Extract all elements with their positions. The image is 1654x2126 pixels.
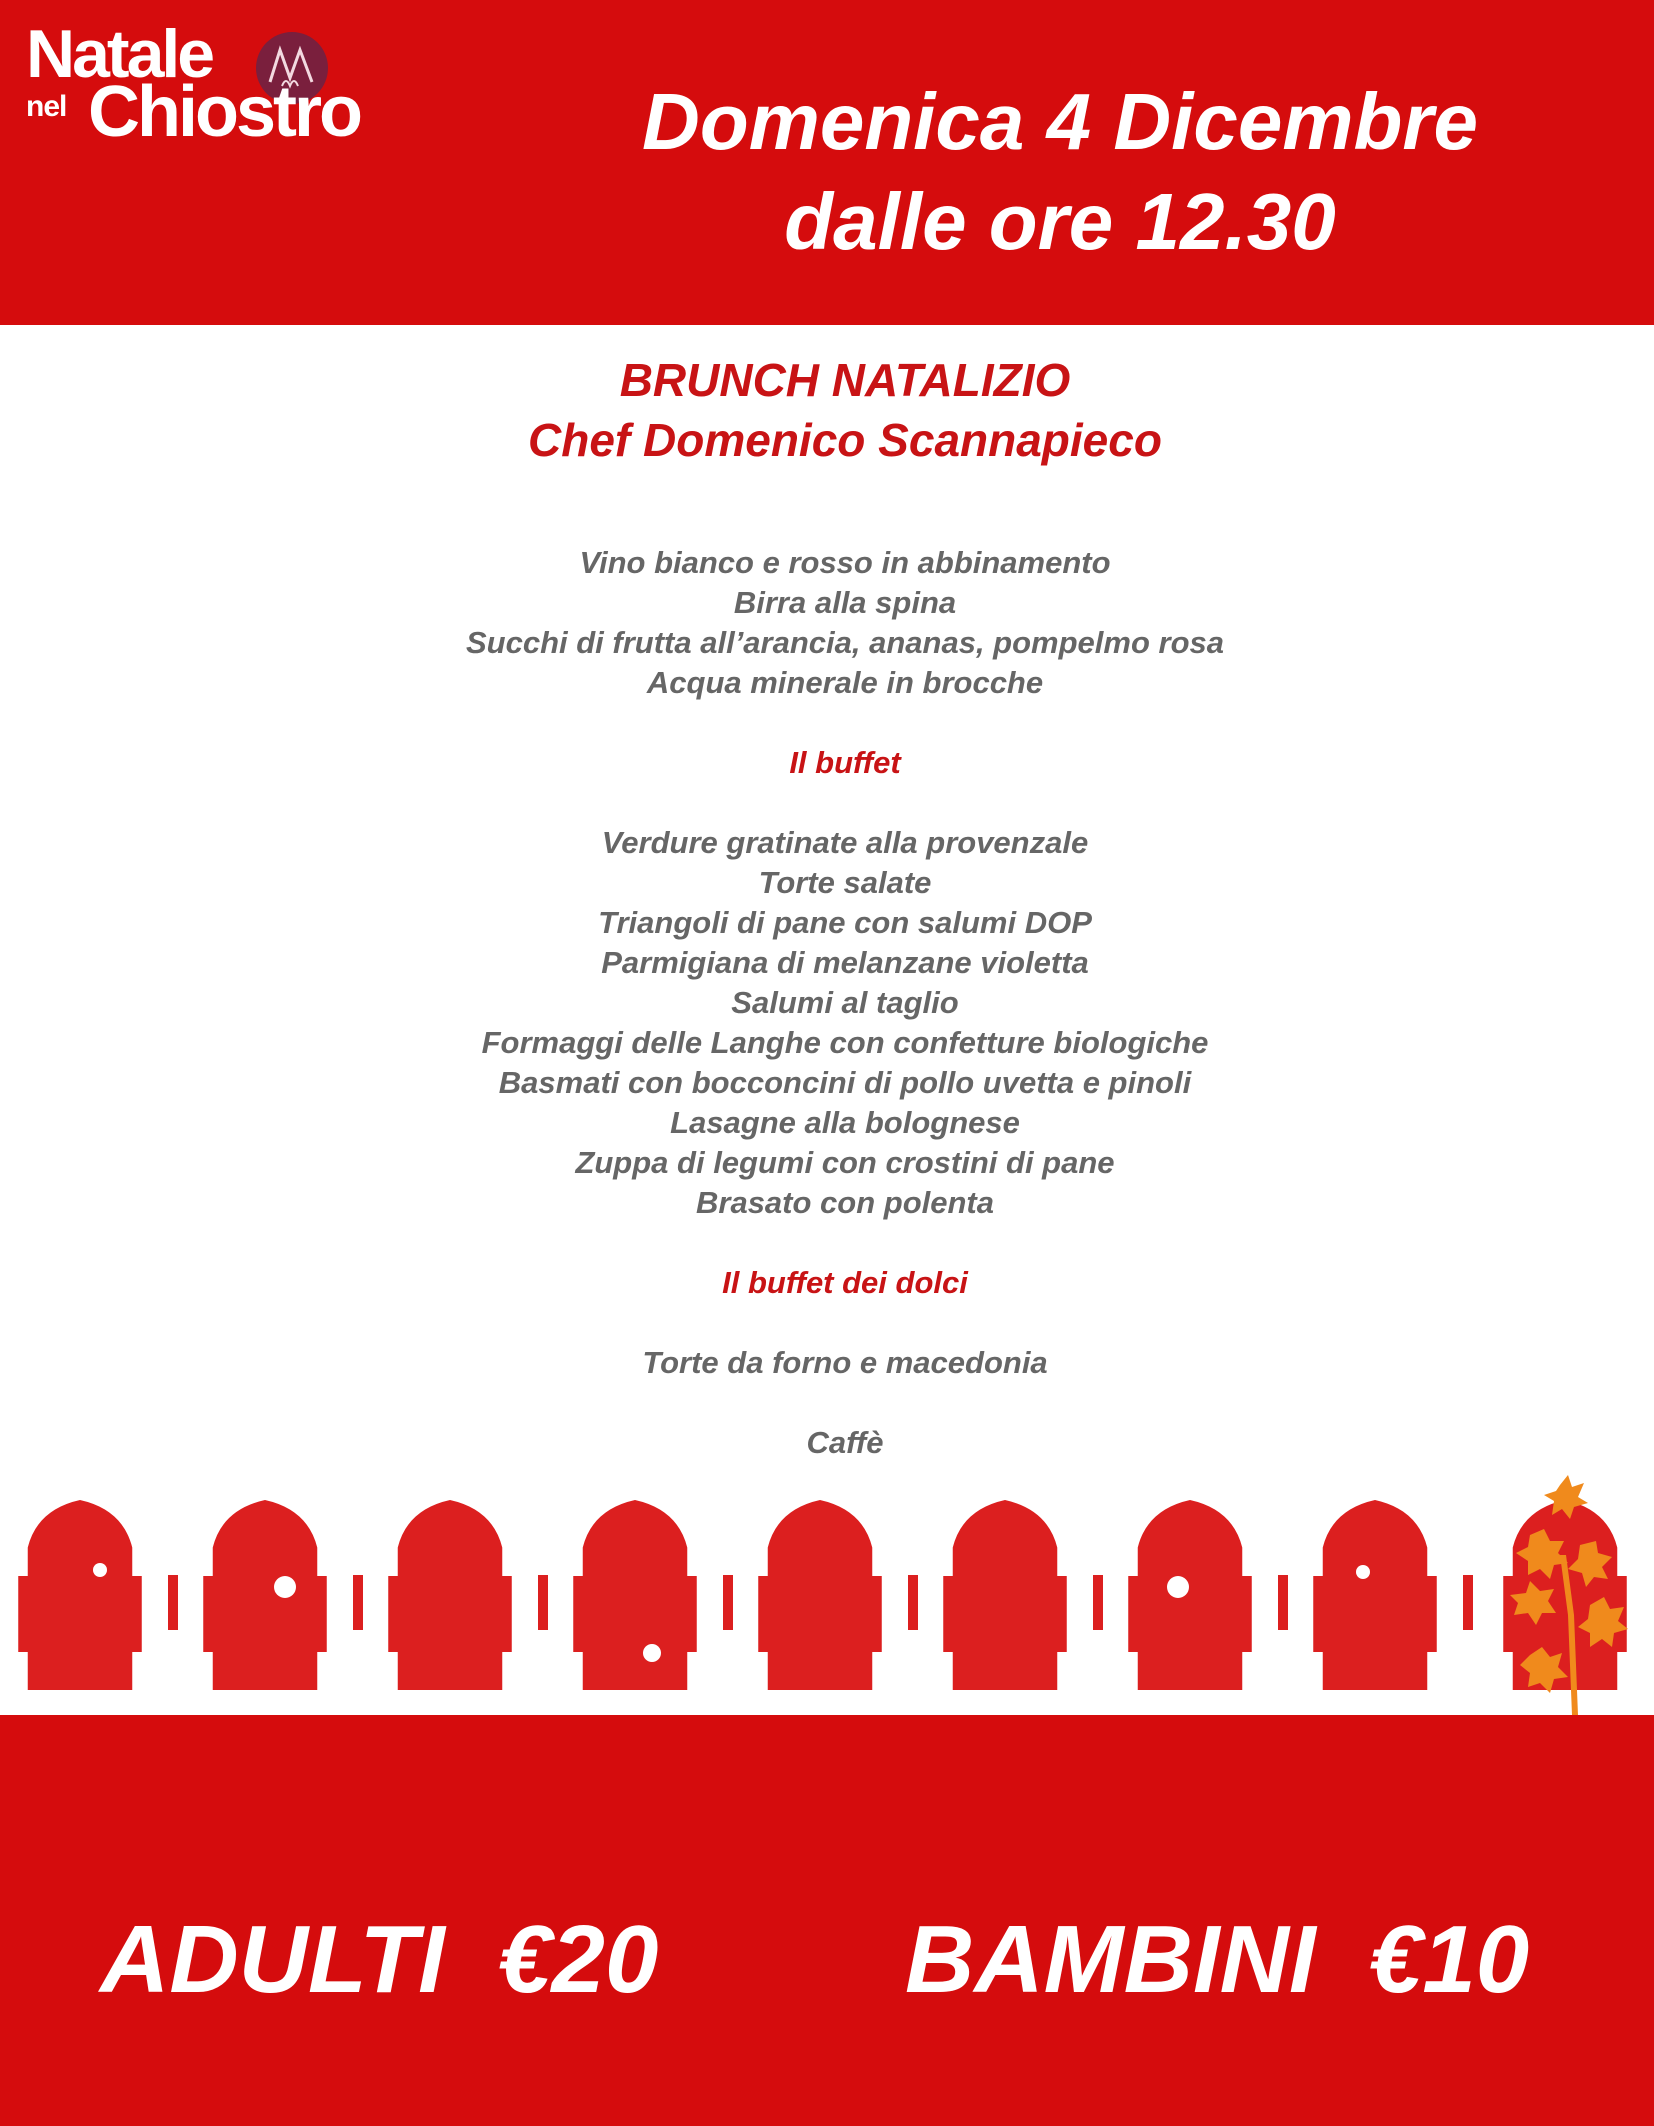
- menu-item: Triangoli di pane con salumi DOP: [598, 905, 1092, 940]
- logo-word-natale: Natale: [26, 16, 213, 92]
- arch-8: [1313, 1500, 1437, 1690]
- cloister-arches-decoration: [0, 1465, 1654, 1715]
- ornament-dot: [643, 1644, 661, 1662]
- event-date-time: dalle ore 12.30: [784, 177, 1336, 266]
- menu-item: Salumi al taglio: [731, 985, 959, 1020]
- menu-item: Lasagne alla bolognese: [670, 1105, 1020, 1140]
- ornament-dot: [274, 1576, 296, 1598]
- menu-item: Verdure gratinate alla provenzale: [601, 825, 1089, 860]
- column-7: [1278, 1575, 1288, 1630]
- arch-4: [573, 1500, 697, 1690]
- arch-3: [388, 1500, 512, 1690]
- ornament-dot: [93, 1563, 107, 1577]
- arch-6: [943, 1500, 1067, 1690]
- menu-item: Vino bianco e rosso in abbinamento: [579, 545, 1111, 580]
- menu-item: Succhi di frutta all’arancia, ananas, pompelmo rosa: [465, 625, 1224, 660]
- column-2: [353, 1575, 363, 1630]
- event-date: [560, 72, 1560, 272]
- column-5: [908, 1575, 918, 1630]
- arch-2: [203, 1500, 327, 1690]
- menu-title: [0, 350, 1654, 470]
- arch-5: [758, 1500, 882, 1690]
- menu-list: [0, 543, 1654, 1463]
- menu-item: Parmigiana di melanzane violetta: [601, 945, 1089, 980]
- logo-word-chiostro: Chiostro: [88, 72, 360, 152]
- column-1: [168, 1575, 178, 1630]
- event-date-day: Domenica 4 Dicembre: [642, 77, 1478, 166]
- arch-7: [1128, 1500, 1252, 1690]
- ornament-dot: [1167, 1576, 1189, 1598]
- price-children: BAMBINI €10: [905, 1906, 1530, 2013]
- price-adults: ADULTI €20: [100, 1906, 659, 2013]
- ornament-dot: [1356, 1565, 1370, 1579]
- column-3: [538, 1575, 548, 1630]
- menu-item: Basmati con bocconcini di pollo uvetta e pinoli: [498, 1065, 1192, 1100]
- menu-item-coffee: Caffè: [806, 1425, 884, 1460]
- menu-title-chef: Chef Domenico Scannapieco: [528, 414, 1162, 466]
- menu-item: Torte da forno e macedonia: [642, 1345, 1048, 1380]
- menu-item: Acqua minerale in brocche: [646, 665, 1044, 700]
- natale-nel-chiostro-logo: [26, 16, 396, 152]
- column-4: [723, 1575, 733, 1630]
- arch-1: [18, 1500, 142, 1690]
- menu-item: Brasato con polenta: [696, 1185, 994, 1220]
- logo-word-nel: nel: [26, 90, 67, 123]
- column-6: [1093, 1575, 1103, 1630]
- menu-item: Zuppa di legumi con crostini di pane: [575, 1145, 1115, 1180]
- menu-title-brunch: BRUNCH NATALIZIO: [619, 354, 1071, 406]
- menu-item: Birra alla spina: [733, 585, 957, 620]
- section-heading-buffet: Il buffet: [789, 745, 901, 780]
- menu-item: Torte salate: [758, 865, 932, 900]
- section-heading-desserts: Il buffet dei dolci: [722, 1265, 968, 1300]
- column-8: [1463, 1575, 1473, 1630]
- menu-item: Formaggi delle Langhe con confetture biologiche: [481, 1025, 1209, 1060]
